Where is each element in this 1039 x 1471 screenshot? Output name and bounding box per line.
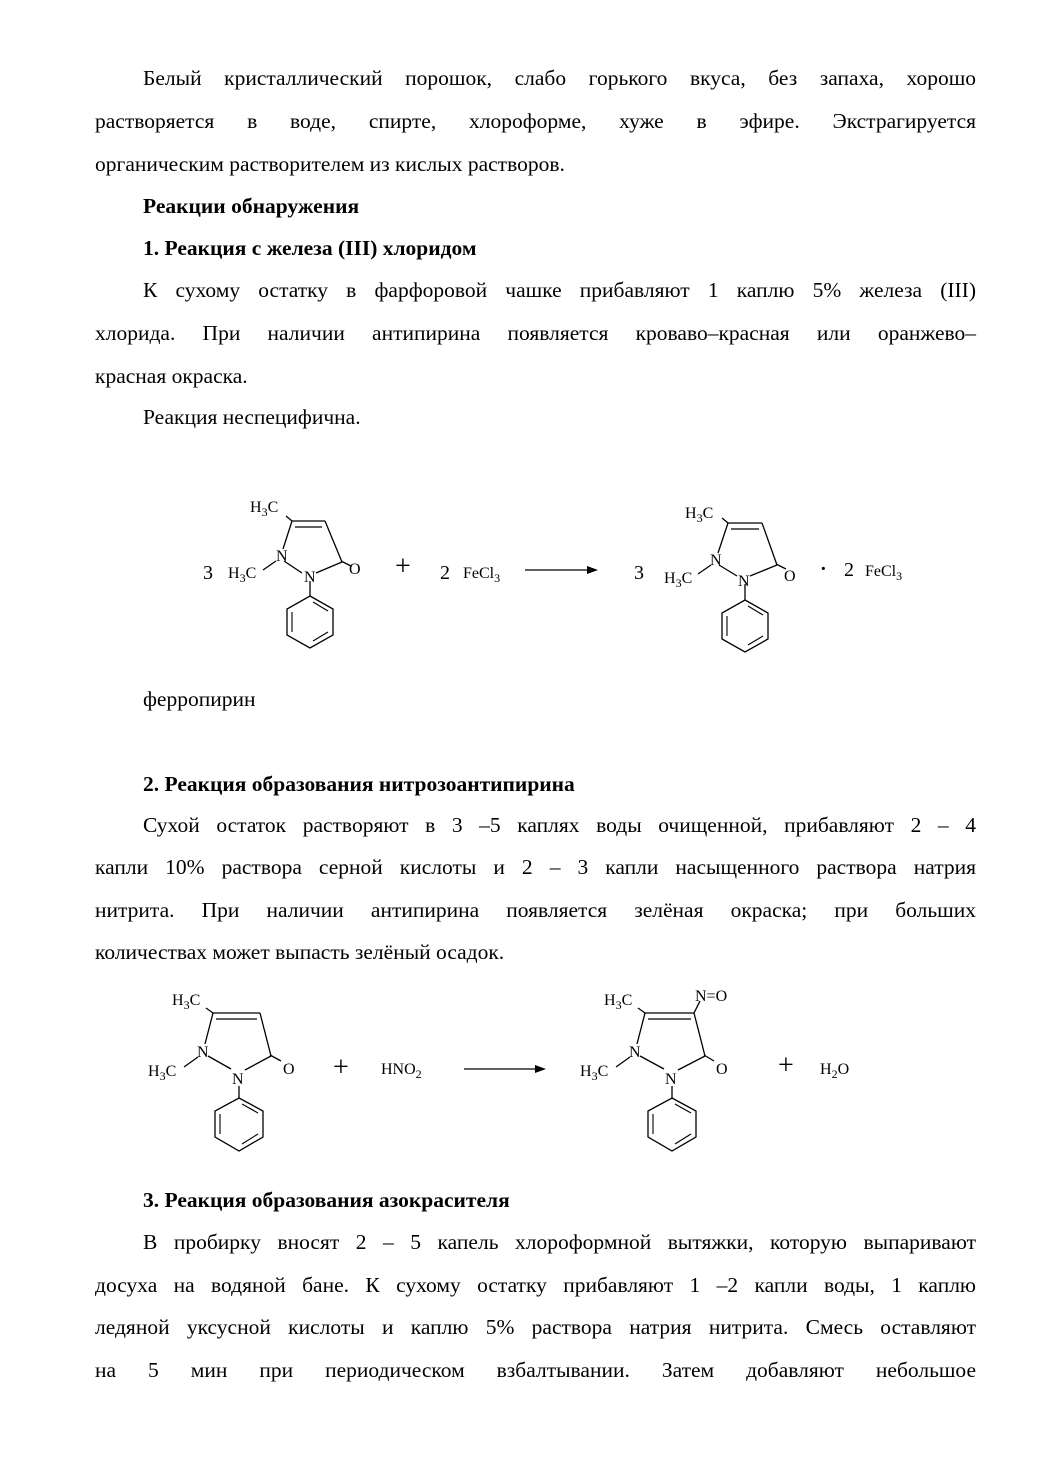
reaction2-line-3: нитрита. При наличии антипирина появляется зелёная окраска; при больших (95, 898, 976, 922)
svg-text:H3C: $H_3C$ (580, 1063, 609, 1083)
svg-text:N: N (629, 1044, 641, 1061)
antipyrine-structure-2 (664, 505, 796, 652)
svg-text:O: O (716, 1061, 728, 1078)
reaction3-line-1: В пробирку вносят 2 – 5 капель хлороформной вытяжки, которую выпаривают (143, 1230, 976, 1254)
reaction1-line-3: красная окраска. (95, 364, 248, 388)
svg-text:N: N (232, 1071, 244, 1088)
svg-text:H3C: $H_3C$ (685, 505, 714, 525)
scheme-1 (0, 490, 1039, 670)
reaction3-heading: 3. Реакция образования азокрасителя (143, 1188, 510, 1212)
scheme1-product-reagent: FeCl$_3$ (865, 563, 903, 583)
reaction2-heading: 2. Реакция образования нитрозоантипирина (143, 772, 575, 796)
atom-h: H (250, 499, 262, 516)
atom-o: O (349, 561, 361, 578)
reaction3-line-4: на 5 мин при периодическом взбалтывании. Затем добавляют небольшое (95, 1358, 976, 1382)
reaction1-line-1: К сухому остатку в фарфоровой чашке прибавляют 1 каплю 5% железа (III) (143, 278, 976, 302)
atom-n1: N (276, 548, 288, 565)
svg-text:H3C: $H_3C$ (228, 565, 257, 585)
svg-text:H3C: $H_3C$ (604, 992, 633, 1012)
nitroso-group: N=O (695, 988, 728, 1005)
product-name-ferropyrine: ферропирин (143, 687, 256, 711)
scheme1-plus: + (395, 551, 411, 582)
reaction-arrow-1 (525, 566, 598, 574)
scheme1-reagent: FeCl$_3$ (463, 565, 501, 585)
svg-text:O: O (784, 568, 796, 585)
svg-text:O: O (283, 1061, 295, 1078)
intro-line-1: Белый кристаллический порошок, слабо горького вкуса, без запаха, хорошо (143, 66, 976, 90)
reaction2-line-1: Сухой остаток растворяют в 3 –5 каплях воды очищенной, прибавляют 2 – 4 (143, 813, 976, 837)
scheme-2 (0, 980, 1039, 1165)
intro-line-3: органическим растворителем из кислых растворов. (95, 152, 565, 176)
scheme2-reagent: $HNO_2$ (381, 1061, 422, 1081)
antipyrine-structure-3 (148, 992, 295, 1151)
atom-n2: N (304, 569, 316, 586)
reaction1-line-2: хлорида. При наличии антипирина появляется кроваво–красная или оранжево– (95, 321, 976, 345)
scheme1-coef-right: 3 (634, 562, 644, 584)
intro-line-2: растворяется в воде, спирте, хлороформе, хуже в эфире. Экстрагируется (95, 109, 976, 133)
reaction-arrow-2 (464, 1065, 546, 1073)
reaction1-note: Реакция неспецифична. (143, 405, 361, 429)
scheme1-reagent-coef: 2 (440, 562, 450, 584)
scheme1-product-coef: 2 (844, 559, 854, 581)
svg-text:N: N (738, 573, 750, 590)
svg-text:H3C: $H_3C$ (664, 570, 693, 590)
section-heading: Реакции обнаружения (143, 194, 360, 218)
svg-text:N: N (665, 1071, 677, 1088)
reaction2-line-4: количествах может выпасть зелёный осадок. (95, 940, 505, 964)
svg-text:H3C: $H_3C$ (250, 499, 279, 519)
reaction2-line-2: капли 10% раствора серной кислоты и 2 – 3 капли насыщенного раствора натрия (95, 855, 976, 879)
antipyrine-structure-1 (228, 499, 361, 648)
svg-text:H3C: $H_3C$ (148, 1063, 177, 1083)
scheme2-water: $H_2O$ (820, 1061, 850, 1081)
scheme2-plus-2: + (778, 1050, 794, 1081)
reaction3-line-2: досуха на водяной бане. К сухому остатку прибавляют 1 –2 капли воды, 1 каплю (95, 1273, 976, 1297)
svg-text:H3C: $H_3C$ (172, 992, 201, 1012)
reaction1-heading: 1. Реакция с железа (III) хлоридом (143, 236, 477, 260)
svg-text:N: N (197, 1044, 209, 1061)
reaction3-line-3: ледяной уксусной кислоты и каплю 5% раствора натрия нитрита. Смесь оставляют (95, 1315, 976, 1339)
svg-text:N: N (710, 552, 722, 569)
scheme1-coef-left: 3 (203, 562, 213, 584)
scheme2-plus: + (333, 1052, 349, 1083)
scheme1-dot: · (820, 558, 827, 580)
nitrosoantipyrine-structure (580, 988, 728, 1151)
